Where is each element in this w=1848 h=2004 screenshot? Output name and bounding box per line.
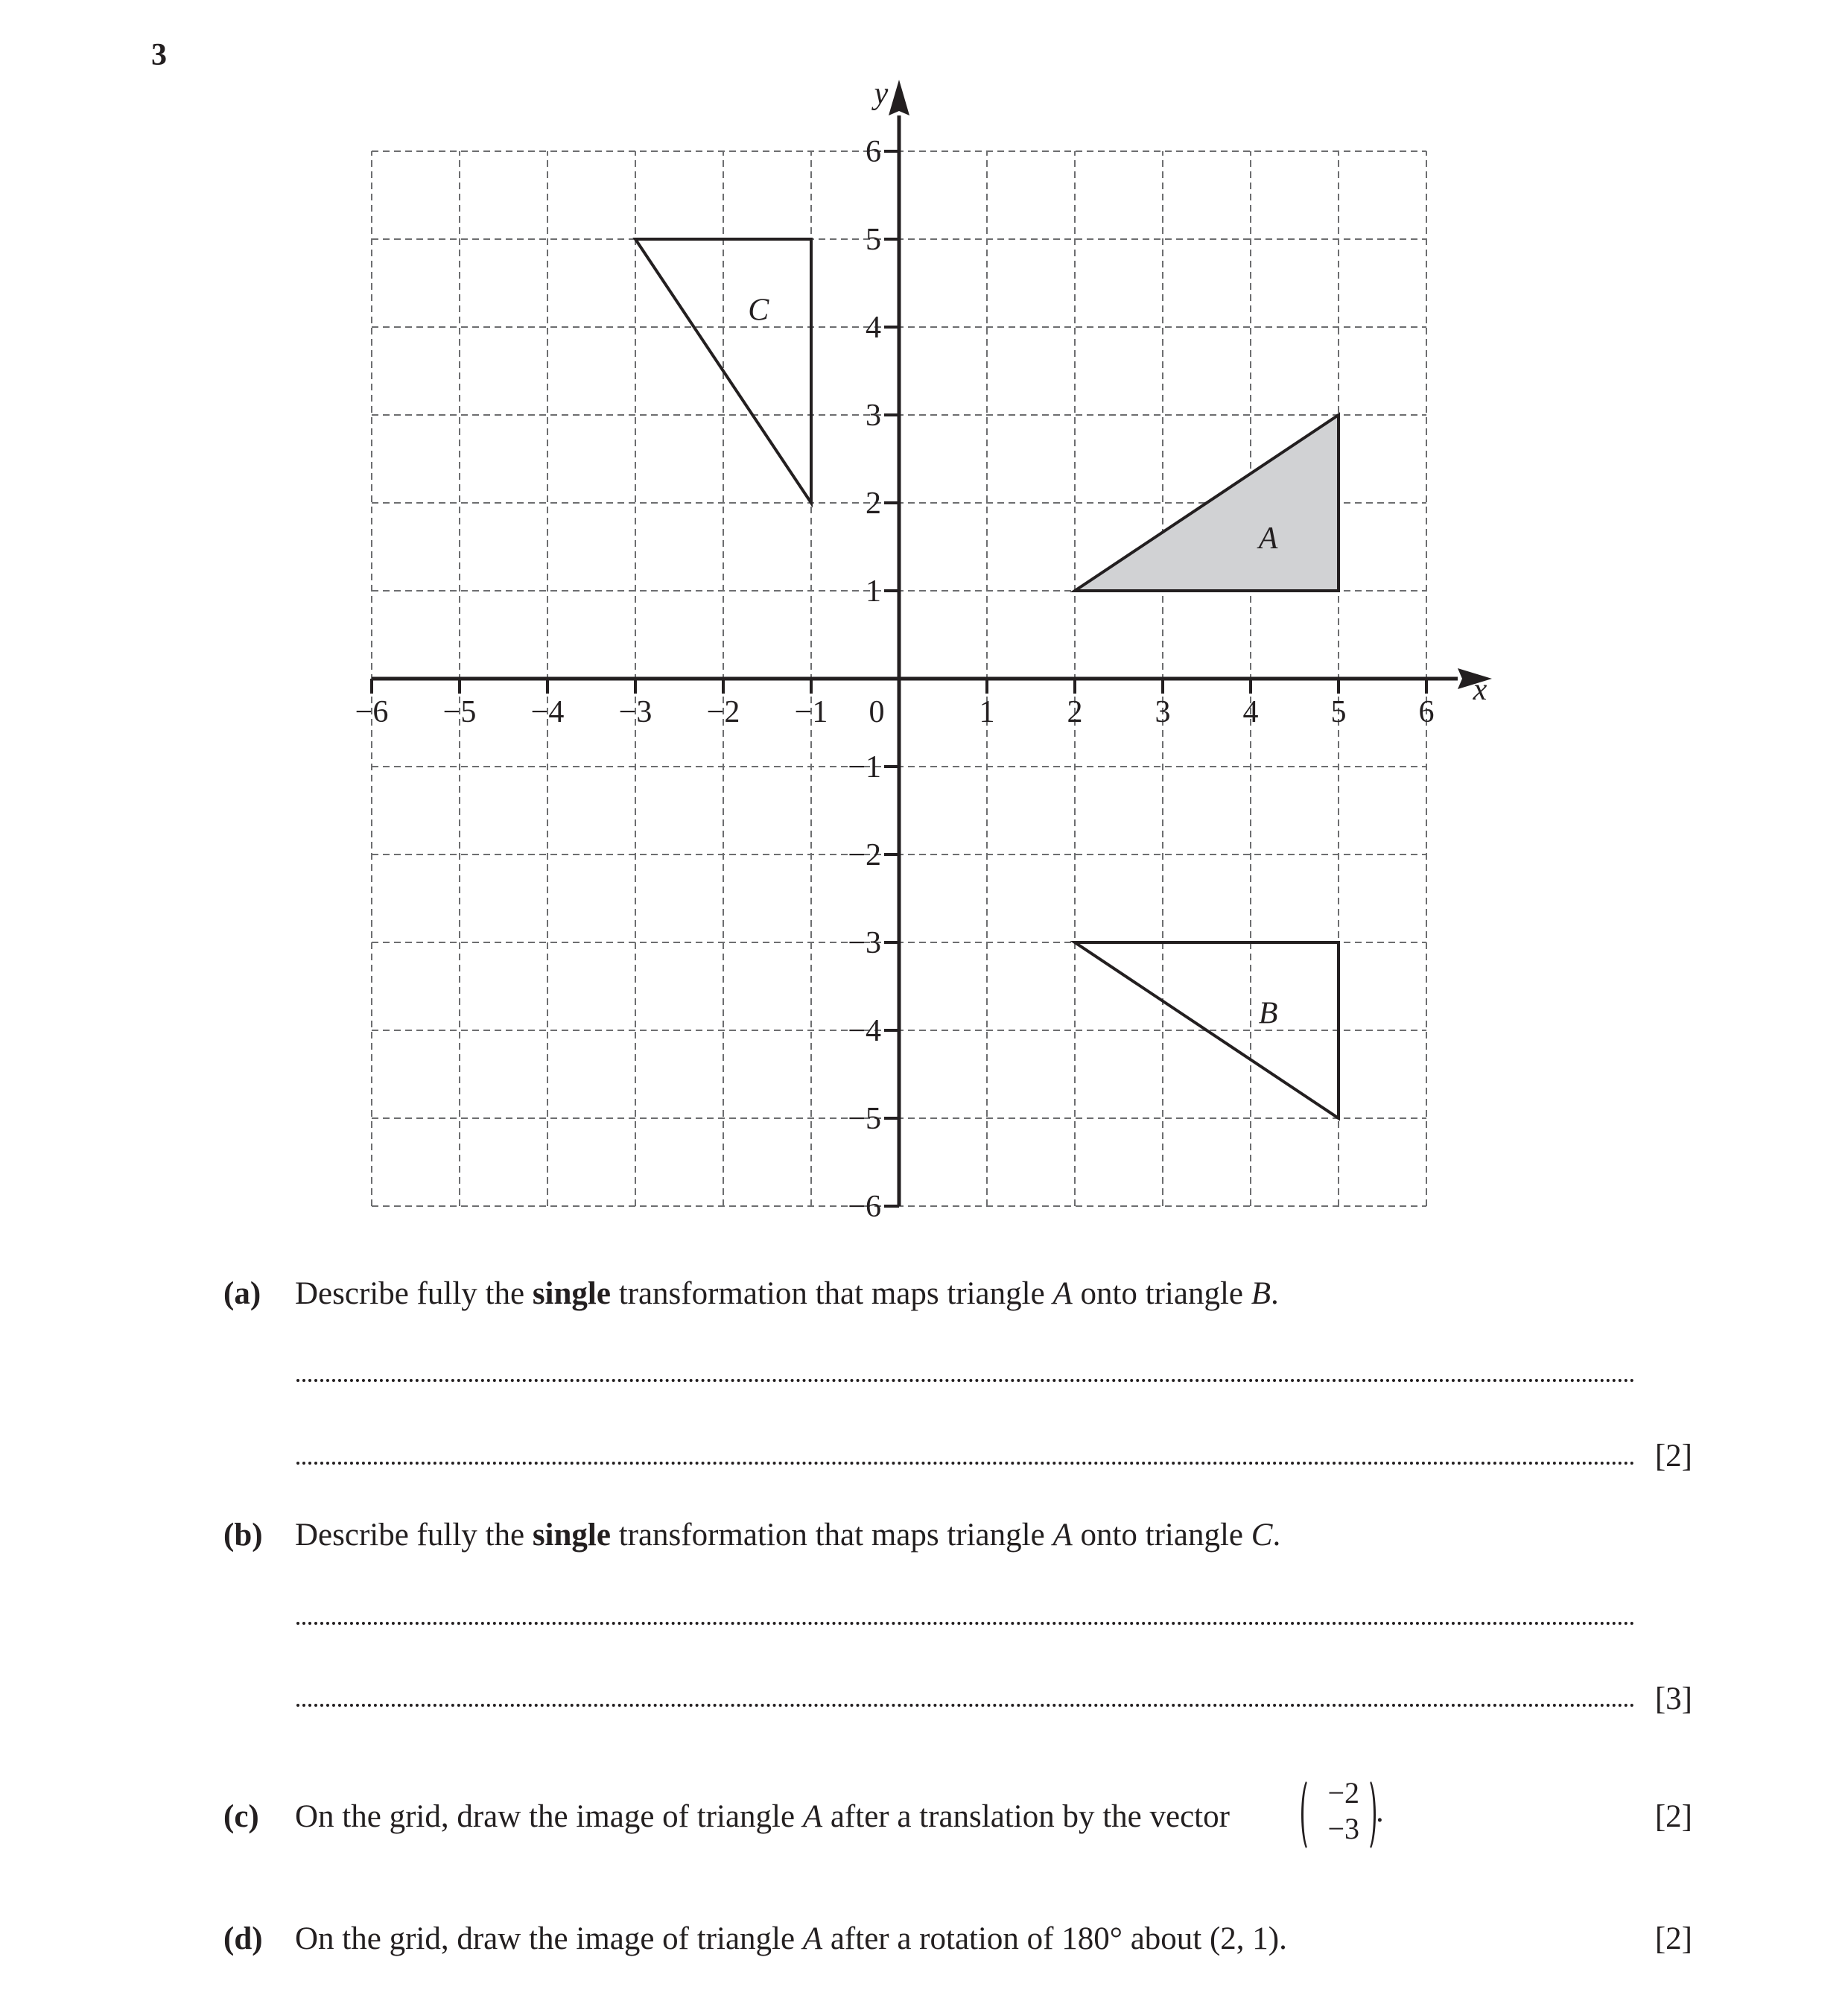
- x-tick-label: −5: [442, 695, 477, 729]
- question-number: 3: [151, 38, 167, 72]
- x-tick-label: 1: [979, 695, 995, 729]
- x-tick-label: 6: [1418, 695, 1435, 729]
- vector-brackets: [1301, 1777, 1376, 1851]
- triangle-label-a: A: [1258, 521, 1278, 557]
- column-vector: [1292, 1777, 1384, 1851]
- y-tick-label: 3: [866, 399, 881, 433]
- right-paren-icon: [1359, 1777, 1376, 1853]
- x-axis-label: x: [1473, 673, 1487, 707]
- part-text: Describe fully the single transformation that maps triangle A onto triangle C.: [295, 1518, 1281, 1553]
- vector-top: −2: [1327, 1776, 1359, 1810]
- y-tick-label: 4: [866, 311, 881, 345]
- left-paren-icon: [1301, 1777, 1318, 1853]
- marks-label: [3]: [1654, 1681, 1692, 1716]
- x-tick-label: 3: [1155, 695, 1171, 729]
- y-axis-arrow-icon: [889, 80, 909, 115]
- vector-bottom: −3: [1327, 1812, 1359, 1845]
- answer-line[interactable]: [296, 1622, 1635, 1625]
- x-tick-label: 2: [1067, 695, 1083, 729]
- period: .: [1376, 1793, 1384, 1829]
- triangle-label-c: C: [748, 293, 769, 328]
- marks-label: [2]: [1654, 1799, 1692, 1834]
- part-label: (b): [223, 1518, 263, 1553]
- y-tick-label: −3: [848, 926, 881, 960]
- x-tick-label: −3: [618, 695, 652, 729]
- part-label: (d): [223, 1921, 263, 1956]
- y-tick-label: −4: [848, 1014, 881, 1048]
- part-label: (a): [223, 1276, 261, 1311]
- part-text: On the grid, draw the image of triangle A after a translation by the vector: [295, 1799, 1230, 1834]
- part-label: (c): [223, 1799, 259, 1834]
- x-tick-label: 5: [1330, 695, 1347, 729]
- y-tick-label: −2: [848, 838, 881, 872]
- y-tick-label: 1: [866, 574, 881, 609]
- y-axis-label: y: [874, 77, 889, 111]
- answer-line[interactable]: [296, 1379, 1635, 1382]
- y-tick-label: 2: [866, 486, 881, 521]
- origin-label: 0: [869, 695, 885, 729]
- x-tick-label: −1: [794, 695, 828, 729]
- y-tick-label: −5: [848, 1102, 881, 1136]
- x-tick-label: −2: [706, 695, 740, 729]
- part-text: On the grid, draw the image of triangle A after a rotation of 180° about (2, 1).: [295, 1921, 1287, 1956]
- x-tick-label: 4: [1242, 695, 1259, 729]
- part-text: Describe fully the single transformation that maps triangle A onto triangle B.: [295, 1276, 1279, 1311]
- triangle-label-b: B: [1258, 996, 1278, 1031]
- y-tick-label: −1: [848, 750, 881, 784]
- marks-label: [2]: [1654, 1921, 1692, 1956]
- answer-line[interactable]: [296, 1704, 1635, 1707]
- y-tick-label: 6: [866, 135, 881, 169]
- x-tick-label: −6: [355, 695, 389, 729]
- answer-line[interactable]: [296, 1462, 1635, 1465]
- x-tick-label: −4: [530, 695, 565, 729]
- marks-label: [2]: [1654, 1439, 1692, 1474]
- y-tick-label: 5: [866, 223, 881, 257]
- y-tick-label: −6: [848, 1190, 881, 1224]
